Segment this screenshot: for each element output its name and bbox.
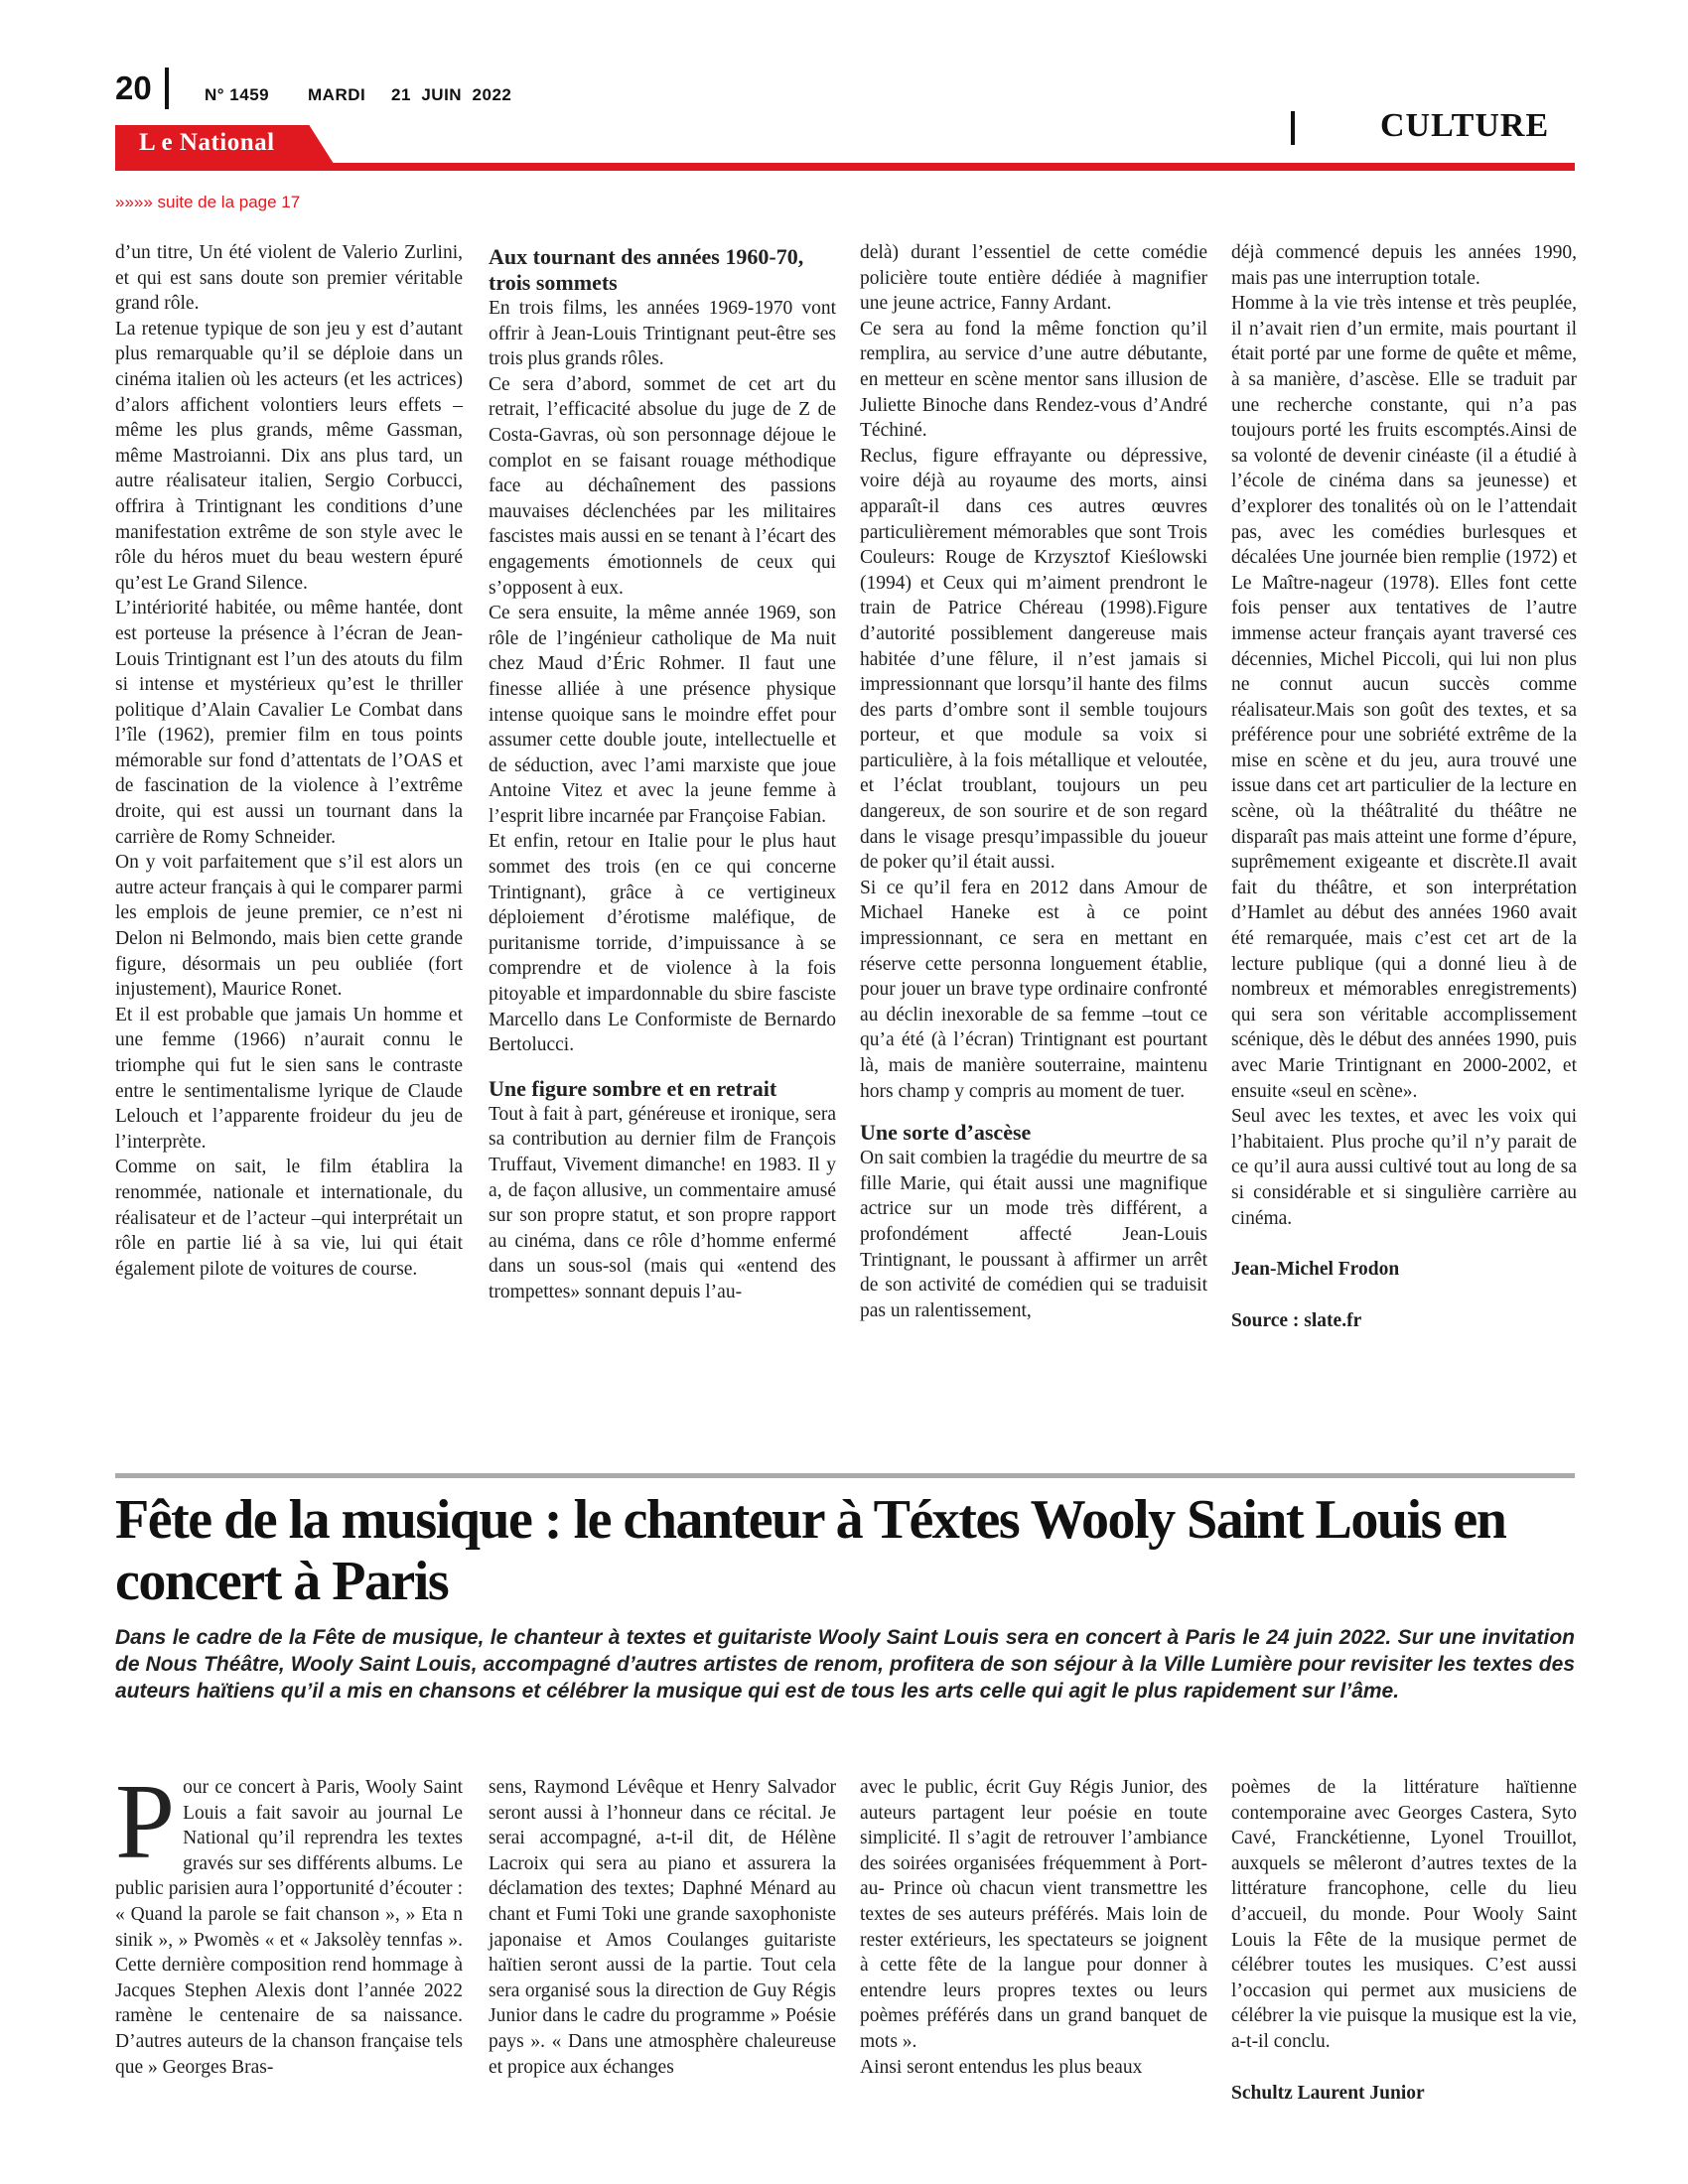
paragraph: Homme à la vie très intense et très peuplée, il n’avait rien d’un ermite, mais pourtant il était porté par une forme de quête et même, à sa manière, d’ascèse. Elle se traduit par une recherche constante, qui n’a pas toujours porté les fruits escomptés.Ainsi de sa volonté de devenir cinéaste (il a étudié à l’école de cinéma dans sa jeunesse) et d’explorer des tonalités où on le l’attendait pas, avec les comédies burlesques et décalées Une journée bien remplie (1972) et Le Maître-nageur (1978). Elles font cette fois penser aux tentatives de l’autre immense acteur français ayant traversé ces décennies, Michel Piccoli, qui lui non plus ne connut aucun succès comme réalisateur.Mais son goût des textes, et sa préférence pour une sobriété extrême de la mise en scène et du jeu, aura trouvé une issue dans cet art particulier de la lecture en scène, où la théâtralité du théâtre ne disparaît pas mais atteint une forme d’épure, suprêmement exigeante et discrète.Il avait fait du théâtre, et son interprétation d’Hamlet au début des années 1960 avait été remarquée, mais c’est cet art de la lecture publique (qui a donné lieu à de nombreux et mémorables enregistrements) qui sera son véritable accomplissement scénique, dès le début des années 1990, puis avec Marie Trintignant en 2000-2002, et ensuite «seul en scène». bbox=[1231, 293, 1577, 1102]
article1-source: Source : slate.fr bbox=[1231, 1309, 1362, 1331]
section-title: CULTURE bbox=[1380, 107, 1550, 144]
subheading: Une sorte d’ascèse bbox=[860, 1120, 1032, 1146]
page-number: 20 bbox=[115, 69, 152, 106]
paragraph: déjà commencé depuis les années 1990, mais pas une interruption totale. bbox=[1231, 242, 1577, 289]
masthead-logo: L e National bbox=[139, 129, 275, 156]
paragraph: Ce sera d’abord, sommet de cet art du retrait, l’efficacité absolue du juge de Z de Costa-Gavras, où son personnage déjoue le complot en se faisant rouage méthodique face au déchaînement des passions mauvaises déclenchées par les militaires fascistes mais aussi en se tenant à l’écart des engagements émotionnels de ceux qui s’opposent à eux. bbox=[489, 373, 836, 599]
article1-column-3 bbox=[860, 240, 1207, 1323]
article1-column-2 bbox=[489, 244, 836, 1305]
subheading: Une figure sombre et en retrait bbox=[489, 1075, 777, 1101]
paragraph bbox=[115, 1763, 463, 2080]
article2-column-3 bbox=[860, 1775, 1207, 2080]
paragraph: Comme on sait, le film établira la renommée, nationale et internationale, du réalisateur et de l’acteur –qui interprétait un rôle en partie lié à sa vie, lui qui était également pilote de voitures de course. bbox=[115, 1157, 463, 1280]
section-divider bbox=[1291, 111, 1295, 145]
paragraph: d’un titre, Un été violent de Valerio Zurlini, et qui est sans doute son premier véritable grand rôle. bbox=[115, 242, 463, 315]
paragraph: Et enfin, retour en Italie pour le plus haut sommet des trois (en ce qui concerne Trintignant), grâce à ce vertigineux déploiement d’érotisme maléfique, de puritanisme torride, d’impuissance à se comprendre et de violence à la fois pitoyable et impardonnable du sbire fasciste Marcello dans Le Conformiste de Bernardo Bertolucci. bbox=[489, 831, 836, 1056]
paragraph: On y voit parfaitement que s’il est alors un autre acteur français à qui le comparer parmi les emplois de jeune premier, ce n’est ni Delon ni Belmondo, mais bien cette grande figure, désormais un peu oubliée (fort injustement), Maurice Ronet. bbox=[115, 852, 463, 1001]
article2-headline: Fête de la musique : le chanteur à Téxtes Wooly Saint Louis en concert à Paris bbox=[115, 1489, 1506, 1612]
paragraph: Reclus, figure effrayante ou dépressive, voire déjà au royaume des morts, ainsi apparaît-il dans ces autres œuvres particulièrement mémorables que sont Trois Couleurs: Rouge de Krzysztof Kieślowski (1994) et Ceux qui m’aiment prendront le train de Patrice Chéreau (1998).Figure d’autorité possiblement dangereuse mais habitée d’une fêlure, il n’est jamais si impressionnant que lorsqu’il hante des films des parts d’ombre sont il semble toujours porteur, et que module sa voix si particulière, à la fois métallique et veloutée, et l’éclat troublant, toujours un peu dangereux, de son sourire et de son regard dans le visage presqu’impassible du joueur de poker qu’il était aussi. bbox=[860, 445, 1207, 874]
paragraph: On sait combien la tragédie du meurtre de sa fille Marie, qui était aussi une magnifique actrice sur un mode très différent, a profondément affecté Jean-Louis Trintignant, le poussant à affirmer un arrêt de son activité de comédien qui se traduisit pas un ralentissement, bbox=[860, 1148, 1207, 1321]
paragraph: En trois films, les années 1969-1970 vont offrir à Jean-Louis Trintignant peut-être ses trois plus grands rôles. bbox=[489, 298, 836, 370]
issue-date: 21 JUIN 2022 bbox=[391, 85, 512, 104]
issue-number: N° 1459 bbox=[205, 85, 270, 104]
paragraph: Seul avec les textes, et avec les voix qui l’habitaient. Plus proche qu’il n’y parait de ce qu’il aura aussi cultivé tout au long de sa si considérable et si singulière carrière au cinéma. bbox=[1231, 1106, 1577, 1229]
article2-column-1 bbox=[115, 1763, 463, 2080]
article1-column-1 bbox=[115, 240, 463, 1282]
article2-author: Schultz Laurent Junior bbox=[1231, 2082, 1425, 2104]
paragraph: Ainsi seront entendus les plus beaux bbox=[860, 2056, 1143, 2078]
paragraph: L’intériorité habitée, ou même hantée, dont est porteuse la présence à l’écran de Jean-Louis Trintignant est l’un des atouts du film si intense et mystérieux qu’est le thriller politique d’Alain Cavalier Le Combat dans l’île (1962), premier film en tous points mémorable sur fond d’attentats de l’OAS et de fascination de la violence à l’extrême droite, qui est aussi un tournant dans la carrière de Romy Schneider. bbox=[115, 598, 463, 848]
paragraph: Tout à fait à part, généreuse et ironique, sera sa contribution au dernier film de François Truffaut, Vivement dimanche! en 1983. Il y a, de façon allusive, un commentaire amusé sur son propre statut, et son propre rapport au cinéma, dans ce rôle d’homme enfermé dans un sous-sol (mais qui «entend des trompettes» sonnant depuis l’au- bbox=[489, 1103, 836, 1302]
article-separator bbox=[115, 1473, 1575, 1478]
paragraph: Et il est probable que jamais Un homme et une femme (1966) n’aurait connu le triomphe qui fut le sien sans le contraste entre le sentimentalisme lyrique de Claude Lelouch et l’apparente froideur du jeu de l’interprète. bbox=[115, 1004, 463, 1153]
paragraph-text: our ce concert à Paris, Wooly Saint Louis a fait savoir au journal Le National qu’il reprendra les textes gravés sur ses différents albums. Le public parisien aura l’opportunité d’écouter : « Quand la parole se fait chanson », » Eta n sinik », » Pwomès « et « Jaksolèy tennfas ». Cette dernière composition rend hommage à Jacques Stephen Alexis dont l’année 2022 ramène le centenaire de sa naissance. D’autres auteurs de la chanson française tels que » Georges Bras- bbox=[115, 1777, 463, 2078]
paragraph: sens, Raymond Lévêque et Henry Salvador seront aussi à l’honneur dans ce récital. Je serai accompagné, a-t-il dit, de Hélène Lacroix qui sera au piano et assurera la déclamation des textes; Daphné Ménard au chant et Fumi Toki une grande saxophoniste japonaise et Amos Coulanges guitariste haïtien seront aussi de la partie. Tout cela sera organisé sous la direction de Guy Régis Junior dans le cadre du programme » Poésie pays ». « Dans une atmosphère chaleureuse et propice aux échanges bbox=[489, 1777, 836, 2078]
paragraph: La retenue typique de son jeu y est d’autant plus remarquable qu’il se déploie dans un cinéma italien où les acteurs (et les actrices) d’alors affichent volontiers leurs effets –même les plus grands, même Gassman, même Mastroianni. Dix ans plus tard, un autre réalisateur italien, Sergio Corbucci, offrira à Trintignant les conditions d’une manifestation extrême de son style avec le rôle du héros muet du beau western épuré qu’est Le Grand Silence. bbox=[115, 318, 463, 594]
continued-from: »»»» suite de la page 17 bbox=[115, 193, 301, 211]
article2-lead: Dans le cadre de la Fête de musique, le chanteur à textes et guitariste Wooly Saint Louis sera en concert à Paris le 24 juin 2022. Sur une invitation de Nous Théâtre, Wooly Saint Louis, accompagné d’autres artistes de renom, profitera de son séjour à la Ville Lumière pour revisiter les textes des auteurs haïtiens qu’il a mis en chansons et célébrer la musique qui est de tous les arts celle qui agit le plus rapidement sur l’âme. bbox=[115, 1626, 1575, 1703]
paragraph: Si ce qu’il fera en 2012 dans Amour de Michael Haneke est à ce point impressionnant, ce sera en mettant en réserve cette personna longuement établie, pour jouer un brave type ordinaire confronté au déclin inexorable de sa femme –tout ce qu’a été (à l’écran) Trintignant est pourtant là, mais de manière souterraine, maintenu hors champ y compris au moment de tuer. bbox=[860, 877, 1207, 1102]
page-number-divider bbox=[165, 68, 169, 109]
subheading: Aux tournant des années 1960-70, trois sommets bbox=[489, 244, 804, 295]
paragraph: Ce sera ensuite, la même année 1969, son rôle de l’ingénieur catholique de Ma nuit chez Maud d’Éric Rohmer. Il faut une finesse alliée à une présence physique intense quoique sans le moindre effet pour assumer cette double joute, intellectuelle et de séduction, avec l’ami marxiste que joue Antoine Vitez et avec la jeune femme à l’esprit libre incarnée par Françoise Fabian. bbox=[489, 603, 836, 827]
header-rule bbox=[115, 163, 1575, 171]
paragraph: poèmes de la littérature haïtienne contemporaine avec Georges Castera, Syto Cavé, Franckétienne, Lyonel Trouillot, auxquels se mêleront d’autres textes de la littérature francophone, celle du lieu d’accueil, du monde. Pour Wooly Saint Louis la Fête de la musique permet de célébrer toutes les musiques. C’est aussi l’occasion qui permet aux musiciens de célébrer la vie puisque la musique est la vie, a-t-il conclu. bbox=[1231, 1777, 1577, 2052]
article1-column-4 bbox=[1231, 240, 1577, 1333]
article1-author: Jean-Michel Frodon bbox=[1231, 1259, 1400, 1281]
article2-column-4 bbox=[1231, 1775, 1577, 2106]
issue-day: MARDI bbox=[308, 85, 366, 104]
drop-cap: P bbox=[115, 1763, 176, 1881]
paragraph: delà) durant l’essentiel de cette comédie policière toute entière dédiée à magnifier une jeune actrice, Fanny Ardant. bbox=[860, 242, 1207, 315]
paragraph: Ce sera au fond la même fonction qu’il remplira, au service d’une autre débutante, en metteur en scène mentor sans illusion de Juliette Binoche dans Rendez-vous d’André Téchiné. bbox=[860, 318, 1207, 442]
paragraph: avec le public, écrit Guy Régis Junior, des auteurs partagent leur poésie en toute simplicité. Il s’agit de retrouver l’ambiance des soirées organisées fréquemment à Port- au- Prince où chacun vient transmettre les textes de ses auteurs préférés. Mais loin de rester extérieurs, les spectateurs se joignent à cette fête de la langue pour donner à entendre leurs propres textes ou leurs poèmes préférés dans un grand banquet de mots ». bbox=[860, 1777, 1207, 2052]
article2-column-2 bbox=[489, 1775, 836, 2080]
